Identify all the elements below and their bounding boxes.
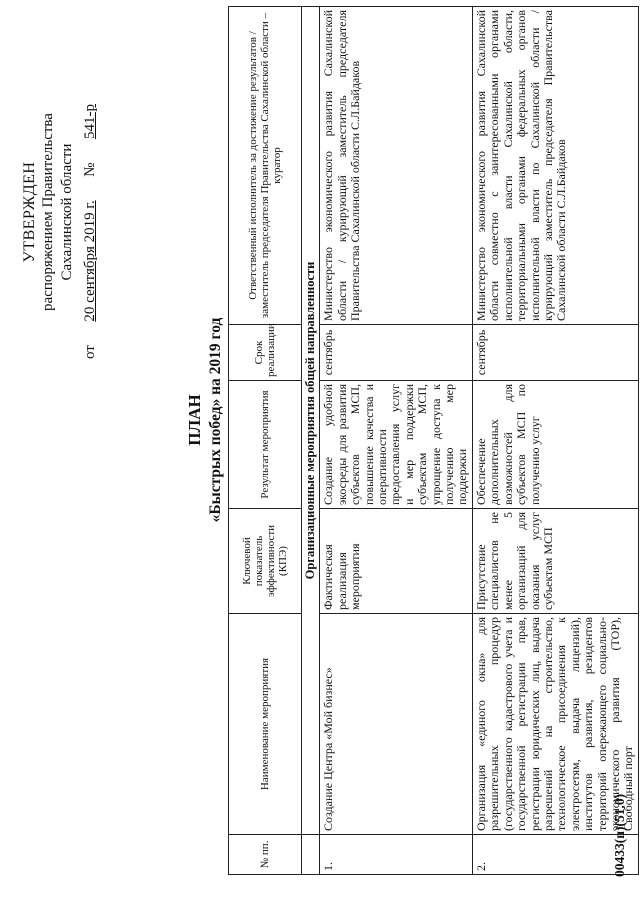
row-kpi: Присутствие специалистов не менее 5 организаций для оказания услуг субъектам МСП — [472, 509, 638, 614]
header-kpi: Ключевой показатель эффективности (КПЭ) — [229, 509, 302, 614]
approval-title: УТВЕРЖДЕН — [21, 161, 38, 263]
row-term: сентябрь — [472, 325, 638, 381]
header-term: Срок реализации — [229, 325, 302, 381]
approval-line-2: Сахалинской области — [59, 143, 75, 281]
table-row — [320, 7, 472, 875]
plan-table — [228, 6, 639, 875]
row-responsible: Министерство экономического развития Сахалинской области совместно с заинтересованными органами исполнительной власти Сахалинской области, территориальными органами федеральных органов исполнительной власти по Сахалинской области / курирующий заместитель председателя Правительства Сахалинской области С.Л.Байдаков — [472, 7, 638, 325]
section-title: Организационные мероприятия общей направленности — [302, 7, 320, 835]
header-num: № пп. — [229, 835, 302, 875]
row-kpi: Фактическая реализация мероприятия — [320, 509, 472, 614]
row-result: Создание удобной экосреды для развития субъектов МСП, повышение качества и оперативности предоставления услуг и мер поддержки субъектам МСП, упрощение доступа к получению мер поддержки — [320, 381, 472, 509]
row-result: Обеспечение дополнительных возможностей для субъектов МСП по получению услуг — [472, 381, 638, 509]
plan-heading — [184, 265, 226, 575]
approval-date-prefix: от — [82, 345, 98, 359]
table-row — [472, 7, 638, 875]
approval-block — [20, 47, 100, 377]
header-result: Результат мероприятия — [229, 381, 302, 509]
plan-title: ПЛАН — [185, 394, 204, 446]
header-responsible: Ответственный исполнитель за достижение результатов / заместитель председателя Правительства Сахалинской области – куратор — [229, 7, 302, 325]
row-term: сентябрь — [320, 325, 472, 381]
header-name: Наименование мероприятия — [229, 614, 302, 835]
plan-subtitle: «Быстрых побед» на 2019 год — [207, 317, 224, 523]
approval-date-line — [81, 47, 100, 377]
section-row — [302, 7, 320, 875]
row-num: 1. — [320, 835, 472, 875]
row-name: Создание Центра «Мой бизнес» — [320, 614, 472, 835]
approval-number-value: 541-р — [82, 104, 98, 140]
row-responsible: Министерство экономического развития Сахалинской области / курирующий заместитель председателя Правительства Сахалинской области С.Л.Байдаков — [320, 7, 472, 325]
approval-number-sign: № — [82, 162, 98, 177]
section-empty-cell — [302, 835, 320, 875]
table-header-row — [229, 7, 302, 875]
approval-line-1: распоряжением Правительства — [40, 113, 56, 311]
row-num: 2. — [472, 835, 638, 875]
approval-date-value: 20 сентября 2019 г. — [82, 200, 98, 322]
row-name: Организация «единого окна» для разрешительных процедур (государственного кадастрового учета и государственной регистрации прав, регистрации юридических лиц, выдача разрешений на строительство, технологическое присоединения к электросетям, выдача лицензий), институтов развития, резидентов территорий опережающего социально-экономического развития (ТОР), Свободный порт — [472, 614, 638, 835]
document-code: 00433(п)(51.0) — [612, 793, 627, 877]
